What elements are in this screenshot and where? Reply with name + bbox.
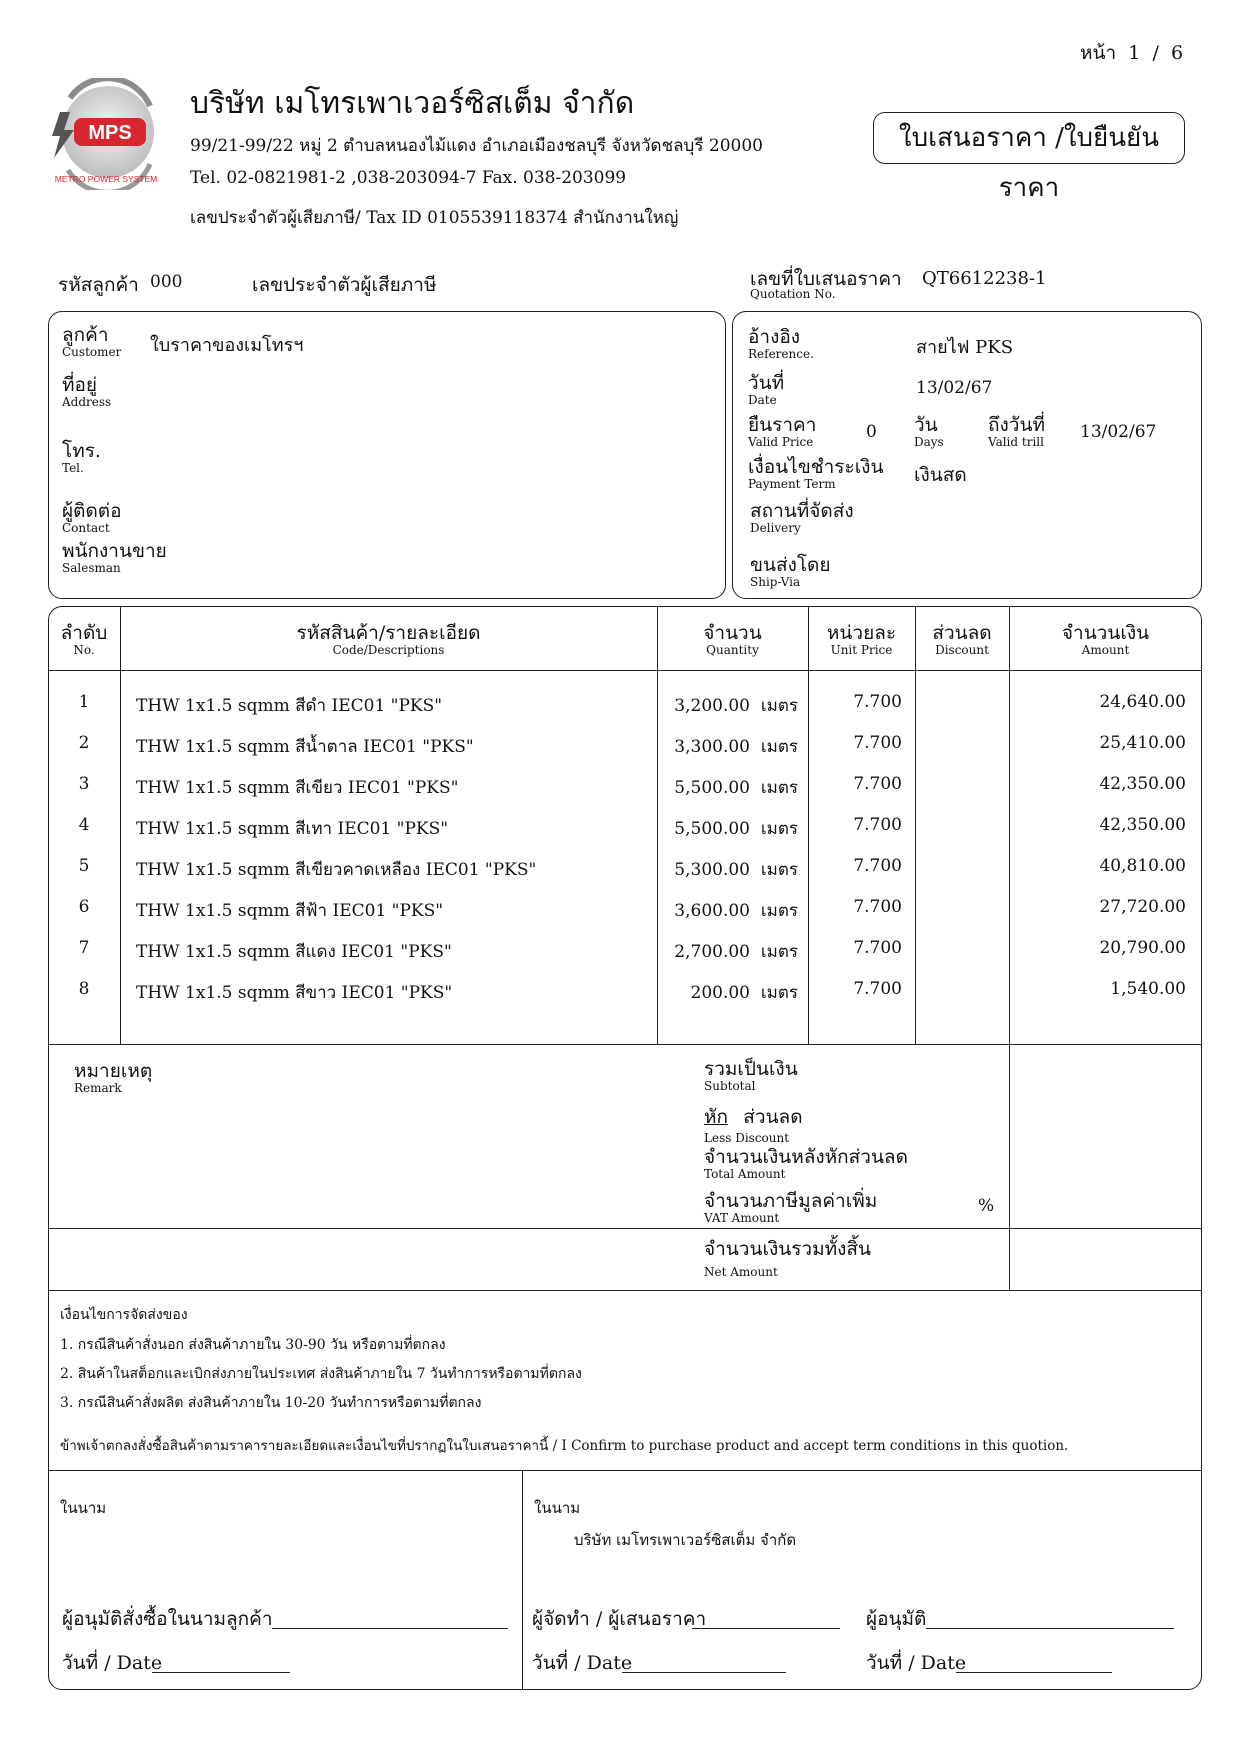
company-contact: Tel. 02-0821981-2 ,038-203094-7 Fax. 038-203099: [190, 168, 627, 188]
table-row: 6 THW 1x1.5 sqmm สีฟ้า IEC01 "PKS" 3,600.00 เมตร 7.700 27,720.00: [78, 897, 1186, 921]
table-row: 8 THW 1x1.5 sqmm สีขาว IEC01 "PKS" 200.00 เมตร 7.700 1,540.00: [78, 979, 1186, 1003]
col-header-no: ลำดับ No.: [60, 622, 108, 657]
table-row: 5 THW 1x1.5 sqmm สีเขียวคาดเหลือง IEC01 "PKS" 5,300.00 เมตร 7.700 40,810.00: [78, 856, 1186, 880]
table-row: 1 THW 1x1.5 sqmm สีดำ IEC01 "PKS" 3,200.00 เมตร 7.700 24,640.00: [78, 692, 1186, 716]
approver-line[interactable]: [926, 1628, 1174, 1629]
preparer-line[interactable]: [692, 1628, 840, 1629]
valid-till-value: 13/02/67: [1080, 422, 1157, 442]
address-label: ที่อยู่ Address: [62, 374, 112, 409]
left-on-behalf-label: ในนาม: [60, 1499, 107, 1517]
customer-code: 000: [150, 272, 183, 292]
less-discount-label: หัก ส่วนลด Less Discount: [704, 1106, 803, 1145]
right-on-behalf-label: ในนาม: [534, 1499, 581, 1517]
table-row: 4 THW 1x1.5 sqmm สีเทา IEC01 "PKS" 5,500.00 เมตร 7.700 42,350.00: [78, 815, 1186, 839]
terms-item: 1. กรณีสินค้าสั่งนอก ส่งสินค้าภายใน 30-90 วัน หรือตามที่ตกลง: [60, 1337, 446, 1353]
company-name: บริษัท เมโทรเพาเวอร์ซิสเต็ม จำกัด: [190, 86, 635, 121]
col-header-description: รหัสสินค้า/รายละเอียด Code/Descriptions: [296, 622, 481, 657]
salesman-label: พนักงานขาย Salesman: [62, 540, 167, 575]
document-title-box: [873, 112, 1185, 203]
table-row: 2 THW 1x1.5 sqmm สีน้ำตาล IEC01 "PKS" 3,300.00 เมตร 7.700 25,410.00: [78, 733, 1186, 757]
svg-text:MPS: MPS: [88, 122, 132, 144]
vat-percent: %: [978, 1196, 995, 1216]
col-header-unit-price: หน่วยละ Unit Price: [826, 622, 897, 657]
svg-text:METRO POWER SYSTEM: METRO POWER SYSTEM: [54, 174, 158, 184]
approver-date-line[interactable]: [956, 1672, 1112, 1673]
preparer-date-label: วันที่ / Date: [532, 1652, 633, 1674]
subtotal-label: รวมเป็นเงิน Subtotal: [704, 1058, 798, 1093]
table-header-divider: [48, 670, 1202, 671]
reference-value: สายไฟ PKS: [916, 337, 1014, 358]
terms-title: เงื่อนไขการจัดส่งของ: [60, 1307, 188, 1323]
signing-company-name: บริษัท เมโทรเพาเวอร์ซิสเต็ม จำกัด: [574, 1531, 797, 1549]
remark-label: หมายเหตุ Remark: [74, 1060, 153, 1095]
valid-price-label: ยืนราคา Valid Price: [748, 414, 817, 449]
customer-date-line[interactable]: [152, 1672, 290, 1673]
approver-label: ผู้อนุมัติ: [866, 1608, 927, 1630]
company-address: 99/21-99/22 หมู่ 2 ตำบลหนองไม้แดง อำเภอเมืองชลบุรี จังหวัดชลบุรี 20000: [190, 136, 763, 156]
days-label: วัน Days: [914, 414, 944, 449]
company-tax-id: เลขประจำตัวผู้เสียภาษี/ Tax ID 0105539118374 สำนักงานใหญ่: [190, 208, 679, 228]
col-header-amount: จำนวนเงิน Amount: [1061, 622, 1150, 657]
customer-approver-line[interactable]: [272, 1628, 508, 1629]
contact-label: ผู้ติดต่อ Contact: [62, 500, 122, 535]
valid-price-days: 0: [866, 422, 877, 442]
quotation-no-label: เลขที่ใบเสนอราคา: [750, 268, 902, 290]
vat-amount-label: จำนวนภาษีมูลค่าเพิ่ม VAT Amount: [704, 1190, 878, 1225]
preparer-date-line[interactable]: [622, 1672, 786, 1673]
confirm-statement: ข้าพเจ้าตกลงสั่งซื้อสินค้าตามราคารายละเอียดและเงื่อนไขที่ปรากฏในใบเสนอราคานี้ / I Confirm to purchase product and accept term conditions in this quotion.: [60, 1438, 1069, 1454]
customer-approver-label: ผู้อนุมัติสั่งซื้อในนามลูกค้า: [62, 1608, 273, 1630]
delivery-label: สถานที่จัดส่ง Delivery: [750, 500, 854, 535]
customer-label: ลูกค้า Customer: [62, 324, 122, 359]
table-row: 7 THW 1x1.5 sqmm สีแดง IEC01 "PKS" 2,700.00 เมตร 7.700 20,790.00: [78, 938, 1186, 962]
ship-via-label: ขนส่งโดย Ship-Via: [750, 554, 831, 589]
company-logo: [40, 78, 180, 190]
page-number: หน้า 1 / 6: [1080, 42, 1184, 64]
tel-label: โทร. Tel.: [62, 440, 101, 475]
customer-code-label: รหัสลูกค้า: [58, 274, 139, 296]
table-row: 3 THW 1x1.5 sqmm สีเขียว IEC01 "PKS" 5,500.00 เมตร 7.700 42,350.00: [78, 774, 1186, 798]
valid-till-label: ถึงวันที่ Valid trill: [988, 414, 1045, 449]
approver-date-label: วันที่ / Date: [866, 1652, 967, 1674]
date-label: วันที่ Date: [748, 372, 785, 407]
reference-label: อ้างอิง Reference.: [748, 326, 814, 361]
customer-date-label: วันที่ / Date: [62, 1652, 163, 1674]
preparer-label: ผู้จัดทำ / ผู้เสนอราคา: [532, 1608, 707, 1630]
col-header-quantity: จำนวน Quantity: [703, 622, 762, 657]
date-value: 13/02/67: [916, 378, 993, 398]
payment-term-value: เงินสด: [914, 464, 967, 486]
tax-id-label: เลขประจำตัวผู้เสียภาษี: [252, 274, 437, 296]
terms-item: 2. สินค้าในสต็อกและเบิกส่งภายในประเทศ ส่งสินค้าภายใน 7 วันทำการหรือตามที่ตกลง: [60, 1366, 582, 1382]
net-amount-label: จำนวนเงินรวมทั้งสิ้น Net Amount: [704, 1238, 871, 1279]
quotation-no: QT6612238-1: [922, 268, 1047, 289]
terms-item: 3. กรณีสินค้าสั่งผลิต ส่งสินค้าภายใน 10-20 วันทำการหรือตามที่ตกลง: [60, 1395, 482, 1411]
col-header-discount: ส่วนลด Discount: [932, 622, 992, 657]
quotation-no-sublabel: Quotation No.: [750, 287, 836, 301]
customer-value: ใบราคาของเมโทรฯ: [150, 335, 304, 356]
document-title: ใบเสนอราคา /ใบยืนยันราคา: [898, 123, 1160, 203]
payment-term-label: เงื่อนไขชำระเงิน Payment Term: [748, 456, 884, 491]
total-amount-label: จำนวนเงินหลังหักส่วนลด Total Amount: [704, 1146, 908, 1181]
